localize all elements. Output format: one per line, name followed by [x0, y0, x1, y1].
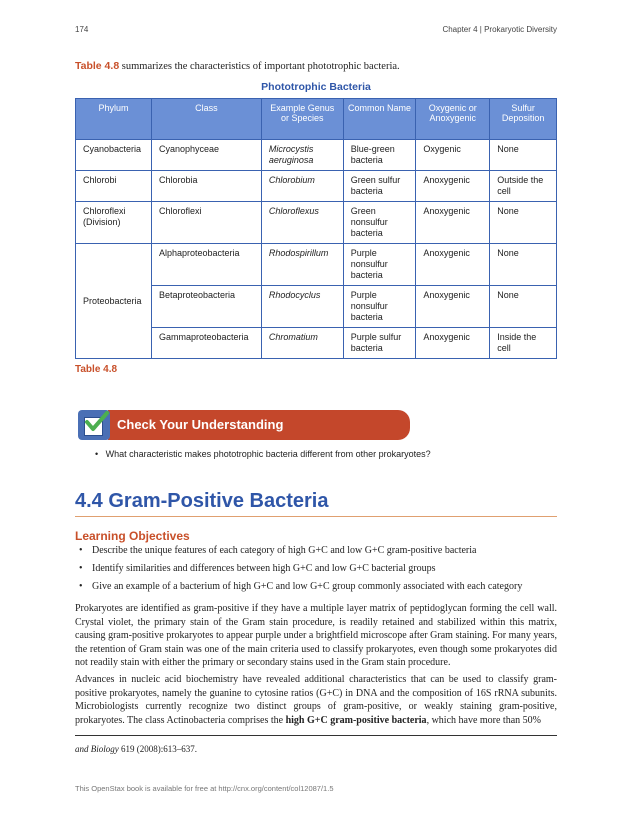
paragraph-text: , which have more than 50%	[426, 714, 541, 726]
footnote	[75, 744, 197, 754]
check-question: • What characteristic makes phototrophic bacteria different from other prokaryotes?	[95, 449, 431, 459]
cell-common-name: Purple nonsulfur bacteria	[343, 286, 416, 328]
cell-example: Rhodospirillum	[261, 244, 343, 286]
cell-example: Rhodocyclus	[261, 286, 343, 328]
section-divider	[75, 516, 557, 517]
cell-common-name: Green sulfur bacteria	[343, 171, 416, 202]
cell-example: Chloroflexus	[261, 202, 343, 244]
phototrophic-bacteria-table	[75, 98, 557, 359]
cell-sulfur: None	[490, 202, 557, 244]
footnote-text: 619 (2008):613–637.	[118, 744, 197, 754]
checkbox-icon	[78, 410, 110, 440]
cell-common-name: Purple sulfur bacteria	[343, 328, 416, 359]
list-item: • Describe the unique features of each category of high G+C and low G+C gram-positive bacteria	[75, 542, 557, 560]
footnote-journal: and Biology	[75, 744, 119, 754]
key-term: high G+C gram-positive bacteria	[285, 714, 427, 726]
intro-text: summarizes the characteristics of important phototrophic bacteria.	[119, 61, 400, 72]
cell-class: Gammaproteobacteria	[151, 328, 261, 359]
table-row	[76, 140, 557, 171]
table-title: Phototrophic Bacteria	[261, 81, 371, 93]
body-paragraph	[75, 673, 557, 727]
cell-oxygenic: Anoxygenic	[416, 171, 490, 202]
footnote-divider	[75, 735, 557, 736]
table-reference-link[interactable]: Table 4.8	[75, 60, 120, 72]
page-footer: This OpenStax book is available for free at http://cnx.org/content/col12087/1.5	[75, 784, 334, 793]
cell-sulfur: Inside the cell	[490, 328, 557, 359]
paragraph-text: Advances in nucleic acid biochemistry have revealed additional characteristics that can be used to classify gram-positive prokaryotes, namely the guanine to cytosine ratios (G+C) in DNA and the composition of 16S rRNA subunits. Microbiologists currently recognize two distinct groups of gram-positive, or weakly staining gram-positive, prokaryotes. The class Actinobacteria comprises the	[75, 674, 557, 726]
page-number: 174	[75, 25, 89, 34]
cell-oxygenic: Anoxygenic	[416, 286, 490, 328]
cell-oxygenic: Anoxygenic	[416, 244, 490, 286]
cell-sulfur: Outside the cell	[490, 171, 557, 202]
cell-class: Betaproteobacteria	[151, 286, 261, 328]
cell-sulfur: None	[490, 244, 557, 286]
cell-class: Chloroflexi	[151, 202, 261, 244]
intro-paragraph	[75, 60, 557, 72]
list-item: • Give an example of a bacterium of high G+C and low G+C group commonly associated with each category	[75, 578, 557, 596]
check-understanding-title: Check Your Understanding	[117, 417, 284, 432]
cell-oxygenic: Anoxygenic	[416, 328, 490, 359]
header-class: Class	[151, 99, 261, 140]
section-title: 4.4 Gram-Positive Bacteria	[75, 490, 329, 512]
table-row	[76, 171, 557, 202]
check-question-text: What characteristic makes phototrophic bacteria different from other prokaryotes?	[105, 449, 431, 459]
learning-objectives-list	[75, 542, 557, 596]
header-phylum: Phylum	[76, 99, 152, 140]
cell-oxygenic: Anoxygenic	[416, 202, 490, 244]
list-item: • Identify similarities and differences between high G+C and low G+C bacterial groups	[75, 560, 557, 578]
cell-class: Cyanophyceae	[151, 140, 261, 171]
cell-phylum: Cyanobacteria	[76, 140, 152, 171]
cell-common-name: Green nonsulfur bacteria	[343, 202, 416, 244]
cell-class: Alphaproteobacteria	[151, 244, 261, 286]
cell-phylum: Chloroflexi (Division)	[76, 202, 152, 244]
table-row	[76, 202, 557, 244]
header-oxygenic: Oxygenic or Anoxygenic	[416, 99, 490, 140]
cell-sulfur: None	[490, 286, 557, 328]
cell-class: Chlorobia	[151, 171, 261, 202]
table-row	[76, 244, 557, 286]
cell-common-name: Blue-green bacteria	[343, 140, 416, 171]
header-sulfur: Sulfur Deposition	[490, 99, 557, 140]
table-caption: Table 4.8	[75, 364, 118, 375]
cell-phylum: Chlorobi	[76, 171, 152, 202]
cell-example: Chlorobium	[261, 171, 343, 202]
cell-sulfur: None	[490, 140, 557, 171]
checkmark-icon	[82, 410, 110, 434]
cell-example: Chromatium	[261, 328, 343, 359]
body-paragraph: Prokaryotes are identified as gram-positive if they have a multiple layer matrix of peptidoglycan forming the cell wall. Crystal violet, the primary stain of the Gram stain procedure, is readily retained and stabilized within this matrix, causing gram-positive prokaryotes to appear purple under a brightfield microscope after Gram staining. For many years, the retention of Gram stain was one of the main criteria used to classify prokaryotes, even though some prokaryotes did not readily stain with either the primary or secondary stains used in the Gram stain procedure.	[75, 603, 557, 668]
header-example: Example Genus or Species	[261, 99, 343, 140]
cell-oxygenic: Oxygenic	[416, 140, 490, 171]
header-common-name: Common Name	[343, 99, 416, 140]
table-header-row	[76, 99, 557, 140]
cell-example: Microcystis aeruginosa	[261, 140, 343, 171]
cell-phylum: Proteobacteria	[76, 244, 152, 359]
cell-common-name: Purple nonsulfur bacteria	[343, 244, 416, 286]
learning-objectives-title: Learning Objectives	[75, 529, 190, 543]
chapter-header: Chapter 4 | Prokaryotic Diversity	[442, 25, 557, 34]
